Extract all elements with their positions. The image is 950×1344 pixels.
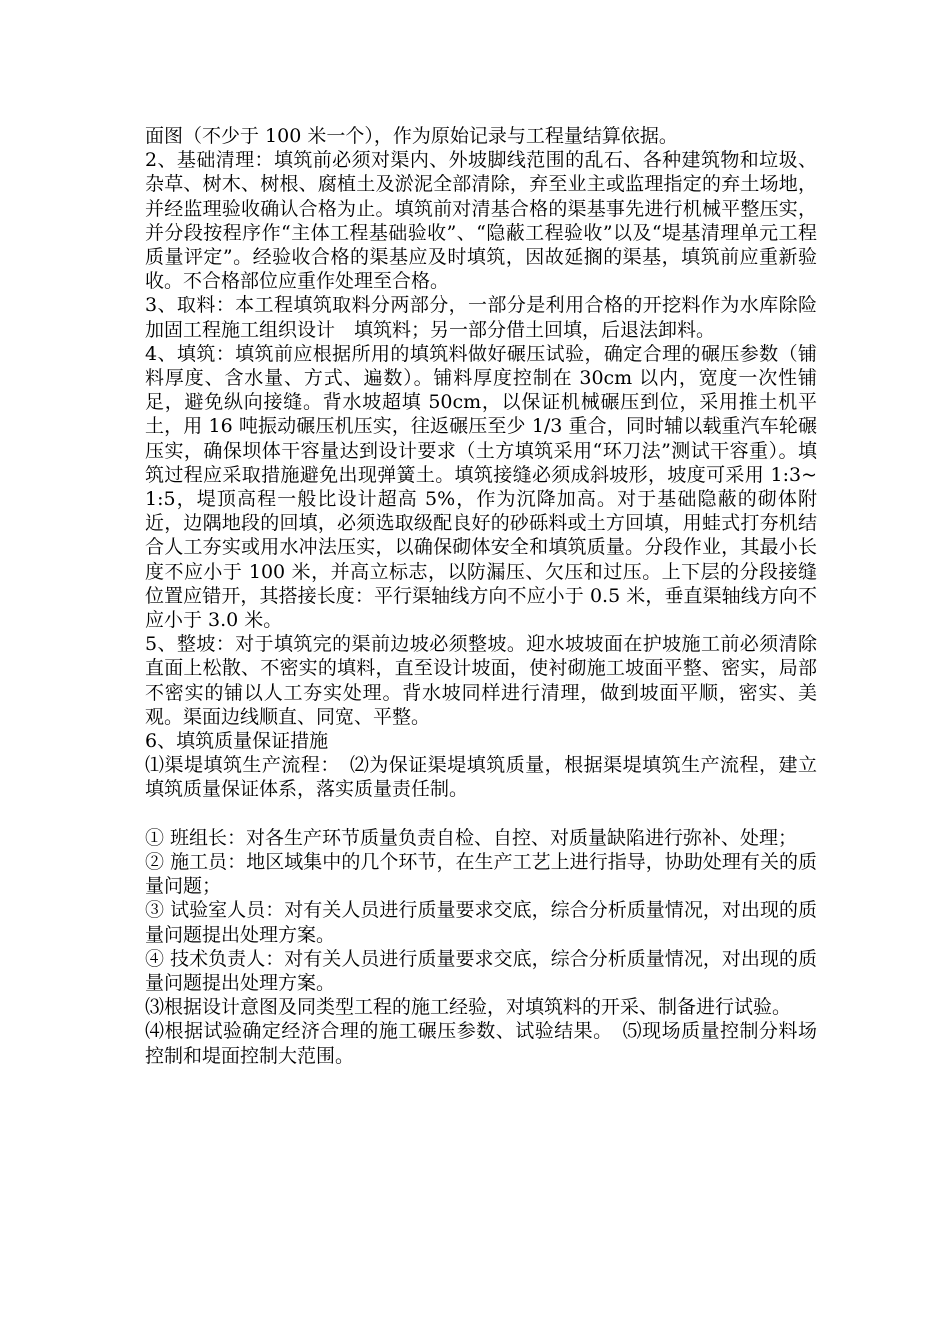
blank-line — [145, 802, 817, 826]
paragraph-filling: 4、填筑：填筑前应根据所用的填筑料做好碾压试验，确定合理的碾压参数（铺料厚度、含水量、方式、遍数）。铺料厚度控制在 30cm 以内，宽度一次性铺足，避免纵向接缝。背水坡超填 50cm，以保证机械碾压到位，采用推土机平土，用 16 吨振动碾压机压实，往返碾压至少 1/3 重合，同时辅以载重汽车轮碾压实，确保坝体干容量达到设计要求（土方填筑采用“环刀法”测试干容重）。填筑过程应采取措施避免出现弹簧土。填筑接缝必须成斜坡形，坡度可采用 1:3~1:5，堤顶高程一般比设计超高 5%，作为沉降加高。对于基础隐蔽的砌体附近，边隅地段的回填，必须选取级配良好的砂砾料或土方回填，用蛙式打夯机结合人工夯实或用水冲法压实，以确保砌体安全和填筑质量。分段作业，其最小长度不应小于 100 米，并高立标志，以防漏压、欠压和过压。上下层的分段接缝位置应错开，其搭接长度：平行渠轴线方向不应小于 0.5 米，垂直渠轴线方向不应小于 3.0 米。 — [145, 342, 817, 632]
list-item-construction-staff: ② 施工员：地区域集中的几个环节，在生产工艺上进行指导，协助处理有关的质量问题； — [145, 850, 817, 898]
list-item-team-leader: ① 班组长：对各生产环节质量负责自检、自控、对质量缺陷进行弥补、处理； — [145, 826, 798, 849]
list-item-technical-lead: ④ 技术负责人：对有关人员进行质量要求交底，综合分析质量情况，对出现的质量问题提出处理方案。 — [145, 947, 817, 994]
paragraph-section-profile: 面图（不少于 100 米一个），作为原始记录与工程量结算依据。 — [145, 125, 678, 147]
paragraph-foundation-clearing: 2、基础清理：填筑前必须对渠内、外坡脚线范围的乱石、各种建筑物和垃圾、杂草、树木、树根、腐植土及淤泥全部清除，弃至业主或监理指定的弃土场地，并经监理验收确认合格为止。填筑前对清基合格的渠基事先进行机械平整压实，并分段按程序作“主体工程基础验收”、“隐蔽工程验收”以及“堤基清理单元工程质量评定”。经验收合格的渠基应及时填筑，因故延搁的渠基，填筑前应重新验收。不合格部位应重作处理至合格。 — [145, 149, 817, 293]
paragraph-material-sourcing: 3、取料：本工程填筑取料分两部分，一部分是利用合格的开挖料作为水库除险加固工程施工组织设计 填筑料；另一部分借土回填，后退法卸料。 — [145, 294, 817, 341]
paragraph-slope-trimming: 5、整坡：对于填筑完的渠前边坡必须整坡。迎水坡坡面在护坡施工前必须清除直面上松散、不密实的填料，直至设计坡面，使衬砌施工坡面平整、密实，局部不密实的铺以人工夯实处理。背水坡同样进行清理，做到坡面平顺，密实、美观。渠面边线顺直、同宽、平整。 — [145, 633, 817, 728]
paragraph-production-flow: ⑴渠堤填筑生产流程： ⑵为保证渠堤填筑质量，根据渠堤填筑生产流程，建立填筑质量保证体系，落实质量责任制。 — [145, 754, 817, 801]
paragraph-material-testing: ⑶根据设计意图及同类型工程的施工经验，对填筑料的开采、制备进行试验。 — [145, 996, 792, 1019]
paragraph-compaction-parameters: ⑷根据试验确定经济合理的施工碾压参数、试验结果。 ⑸现场质量控制分料场控制和堤面控制大范围。 — [145, 1020, 817, 1067]
list-item-lab-staff: ③ 试验室人员：对有关人员进行质量要求交底，综合分析质量情况，对出现的质量问题提出处理方案。 — [145, 899, 817, 946]
document-body — [145, 124, 817, 1068]
paragraph-quality-heading: 6、填筑质量保证措施 — [145, 730, 329, 753]
